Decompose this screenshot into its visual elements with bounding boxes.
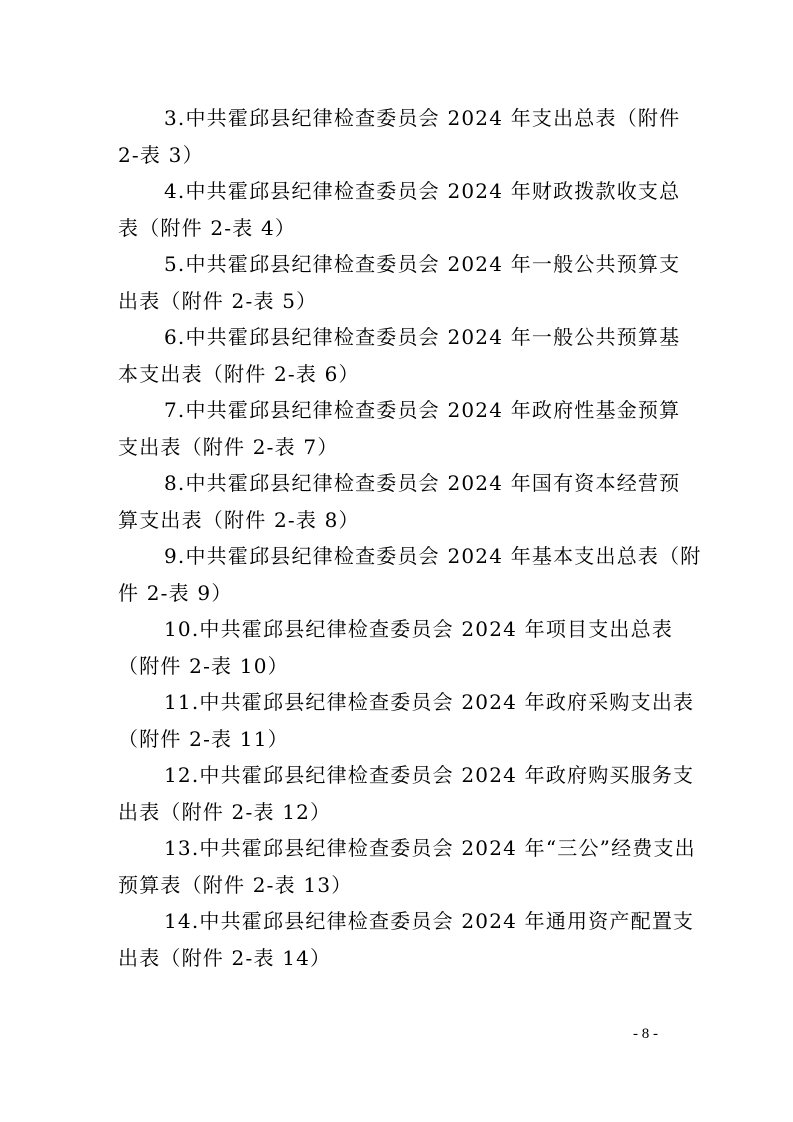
list-item [118, 611, 676, 684]
list-item-text-continued: 2-表 3） [118, 142, 204, 167]
list-item-text-continued: 出表（附件 2-表 12） [118, 799, 332, 824]
list-item-text: 4.中共霍邱县纪律检查委员会 2024 年财政拨款收支总 [164, 179, 681, 203]
attachment-list [118, 100, 702, 976]
list-item [118, 903, 695, 976]
list-item [118, 465, 681, 538]
list-item-text: 9.中共霍邱县纪律检查委员会 2024 年基本支出总表（附 [164, 544, 702, 568]
list-item [118, 538, 702, 611]
list-item-text: 8.中共霍邱县纪律检查委员会 2024 年国有资本经营预 [164, 471, 681, 495]
list-item-text-continued: 算支出表（附件 2-表 8） [118, 507, 360, 532]
list-item-text: 14.中共霍邱县纪律检查委员会 2024 年通用资产配置支 [164, 909, 695, 933]
list-item-text-continued: 本支出表（附件 2-表 6） [118, 361, 360, 386]
list-item-text-continued: 支出表（附件 2-表 7） [118, 434, 339, 459]
list-item-text: 5.中共霍邱县纪律检查委员会 2024 年一般公共预算支 [164, 252, 681, 276]
list-item-text: 12.中共霍邱县纪律检查委员会 2024 年政府购买服务支 [164, 763, 695, 787]
list-item-text-continued: （附件 2-表 11） [118, 726, 289, 751]
list-item [118, 684, 695, 757]
list-item [118, 392, 681, 465]
list-item-text: 11.中共霍邱县纪律检查委员会 2024 年政府采购支出表 [164, 690, 695, 714]
list-item-text-continued: 件 2-表 9） [118, 580, 233, 605]
page-number: - 8 - [633, 1026, 658, 1042]
list-item-text-continued: 预算表（附件 2-表 13） [118, 872, 353, 897]
list-item-text-continued: 表（附件 2-表 4） [118, 215, 297, 240]
list-item-text-continued: 出表（附件 2-表 14） [118, 945, 332, 970]
list-item [118, 173, 681, 246]
list-item-text-continued: （附件 2-表 10） [118, 653, 289, 678]
list-item [118, 830, 696, 903]
list-item-text: 6.中共霍邱县纪律检查委员会 2024 年一般公共预算基 [164, 325, 681, 349]
list-item [118, 246, 681, 319]
list-item-text: 10.中共霍邱县纪律检查委员会 2024 年项目支出总表 [164, 617, 674, 641]
list-item-text-continued: 出表（附件 2-表 5） [118, 288, 318, 313]
list-item-text: 13.中共霍邱县纪律检查委员会 2024 年“三公”经费支出 [164, 836, 696, 860]
list-item [118, 319, 681, 392]
list-item [118, 100, 681, 173]
list-item-text: 3.中共霍邱县纪律检查委员会 2024 年支出总表（附件 [164, 106, 681, 130]
list-item [118, 757, 695, 830]
list-item-text: 7.中共霍邱县纪律检查委员会 2024 年政府性基金预算 [164, 398, 681, 422]
